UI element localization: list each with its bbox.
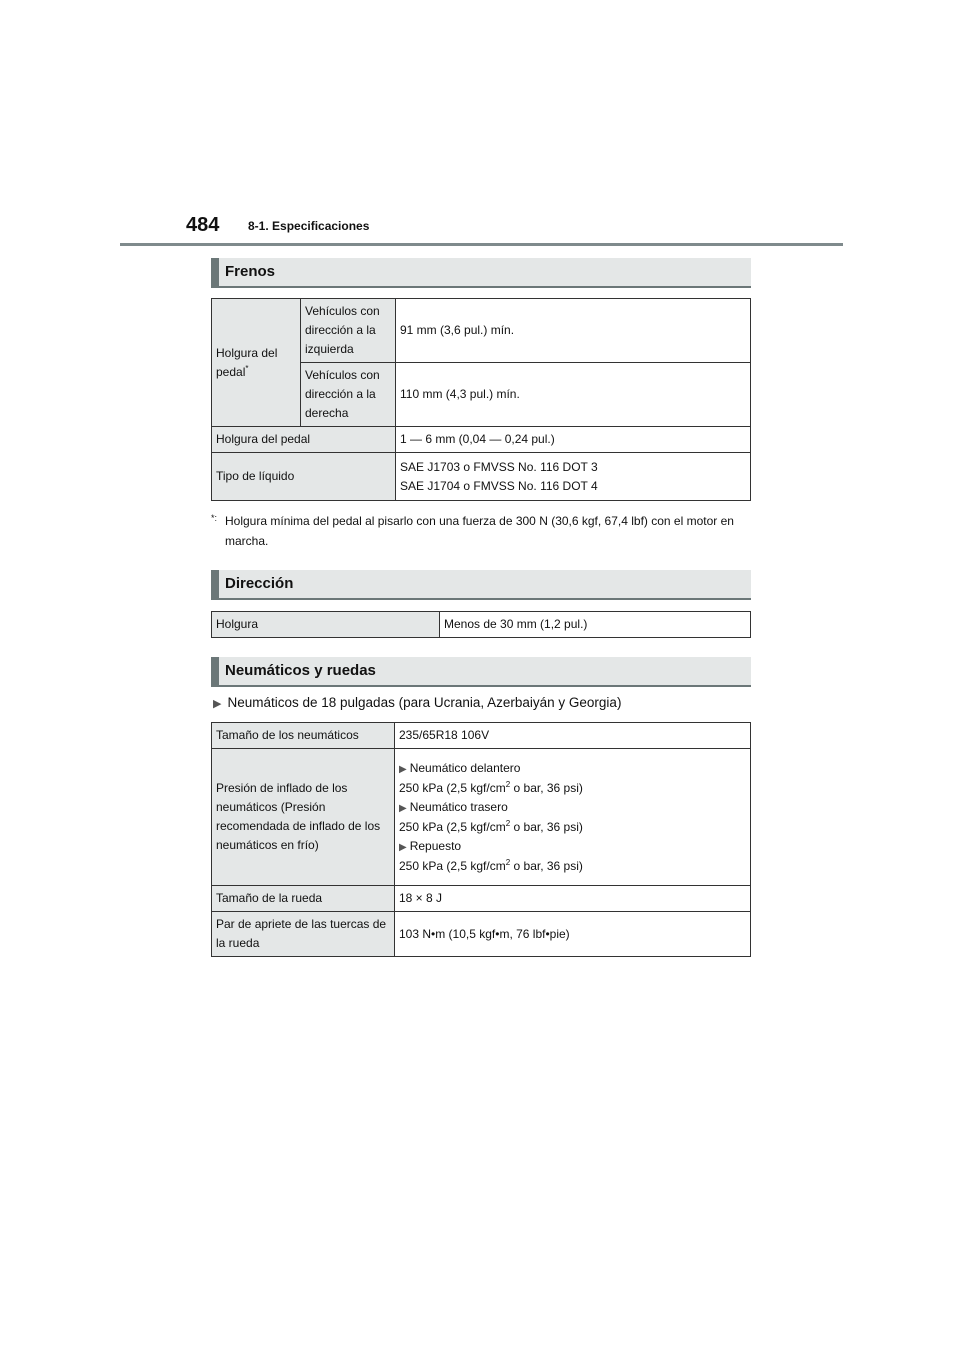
subsection-text: Neumáticos de 18 pulgadas (para Ucrania, Azerbaiyán y Georgia) bbox=[227, 695, 622, 710]
presion-delantero-label: Neumático delantero bbox=[409, 760, 521, 775]
right-drive-value: 110 mm (4,3 pul.) mín. bbox=[396, 363, 751, 427]
header-divider bbox=[120, 243, 843, 246]
presion-trasero-value: 250 kPa (2,5 kgf/$cm^2$ o bar, 36 psi) bbox=[399, 818, 583, 834]
footnote-marker: * bbox=[245, 363, 249, 373]
table-row bbox=[212, 299, 751, 363]
presion-values bbox=[395, 749, 751, 886]
presion-repuesto-value: 250 kPa (2,5 kgf/$cm^2$ o bar, 36 psi) bbox=[399, 857, 583, 873]
footnote-mark: *: bbox=[211, 513, 218, 523]
table-row bbox=[212, 749, 751, 886]
right-drive-label: Vehículos con dirección a la derecha bbox=[301, 363, 396, 427]
par-apriete-label: Par de apriete de las tuercas de la rueda bbox=[212, 912, 395, 957]
section-title-direccion: Dirección bbox=[225, 575, 294, 592]
tipo-liquido-label: Tipo de líquido bbox=[212, 453, 396, 501]
tipo-liquido-value bbox=[396, 453, 751, 501]
tamano-neumaticos-value: 235/65R18 106V bbox=[395, 723, 751, 749]
presion-repuesto-label: Repuesto bbox=[409, 838, 462, 853]
footnote-text: Holgura mínima del pedal al pisarlo con una fuerza de 300 N (30,6 kgf, 67,4 lbf) con el motor en marcha. bbox=[225, 514, 734, 548]
section-title-frenos: Frenos bbox=[225, 263, 276, 280]
table-row bbox=[212, 912, 751, 957]
presion-delantero-value: 250 kPa (2,5 kgf/$cm^2$ o bar, 36 psi) bbox=[399, 779, 583, 795]
frenos-table bbox=[211, 298, 751, 501]
liquido-dot3: SAE J1703 o FMVSS No. 116 DOT 3 bbox=[400, 459, 598, 474]
table-row bbox=[212, 886, 751, 912]
table-row bbox=[212, 453, 751, 501]
tamano-rueda-label: Tamaño de la rueda bbox=[212, 886, 395, 912]
subsection-heading bbox=[213, 695, 621, 710]
direccion-table bbox=[211, 611, 751, 638]
page-number: 484 bbox=[186, 214, 220, 236]
left-drive-label: Vehículos con dirección a la izquierda bbox=[301, 299, 396, 363]
left-drive-value: 91 mm (3,6 pul.) mín. bbox=[396, 299, 751, 363]
table-row bbox=[212, 427, 751, 453]
par-apriete-value: 103 N•m (10,5 kgf•m, 76 lbf•pie) bbox=[395, 912, 751, 957]
table-row bbox=[212, 612, 751, 638]
liquido-dot4: SAE J1704 o FMVSS No. 116 DOT 4 bbox=[400, 478, 598, 493]
triangle-bullet-icon: ▶ bbox=[399, 763, 407, 775]
section-header-frenos bbox=[211, 258, 751, 288]
triangle-bullet-icon: ▶ bbox=[399, 841, 407, 853]
tamano-rueda-value: 18 × 8 J bbox=[395, 886, 751, 912]
pedal-label-cell bbox=[212, 299, 301, 427]
section-header-direccion bbox=[211, 570, 751, 600]
section-title-neumaticos: Neumáticos y ruedas bbox=[225, 662, 376, 679]
footnote bbox=[211, 511, 751, 551]
tamano-neumaticos-label: Tamaño de los neumáticos bbox=[212, 723, 395, 749]
pedal-label: Holgura del pedal bbox=[216, 345, 278, 379]
holgura-pedal-label: Holgura del pedal bbox=[212, 427, 396, 453]
section-title: 8-1. Especificaciones bbox=[248, 219, 370, 233]
triangle-bullet-icon: ▶ bbox=[399, 802, 407, 814]
direccion-holgura-value: Menos de 30 mm (1,2 pul.) bbox=[440, 612, 751, 638]
presion-trasero-label: Neumático trasero bbox=[409, 799, 508, 814]
neumaticos-table bbox=[211, 722, 751, 957]
triangle-bullet-icon: ▶ bbox=[213, 698, 222, 710]
holgura-pedal-value: 1 — 6 mm (0,04 — 0,24 pul.) bbox=[396, 427, 751, 453]
table-row bbox=[212, 723, 751, 749]
direccion-holgura-label: Holgura bbox=[212, 612, 440, 638]
section-header-neumaticos bbox=[211, 657, 751, 687]
presion-label: Presión de inflado de los neumáticos (Presión recomendada de inflado de los neumáticos en frío) bbox=[212, 749, 395, 886]
